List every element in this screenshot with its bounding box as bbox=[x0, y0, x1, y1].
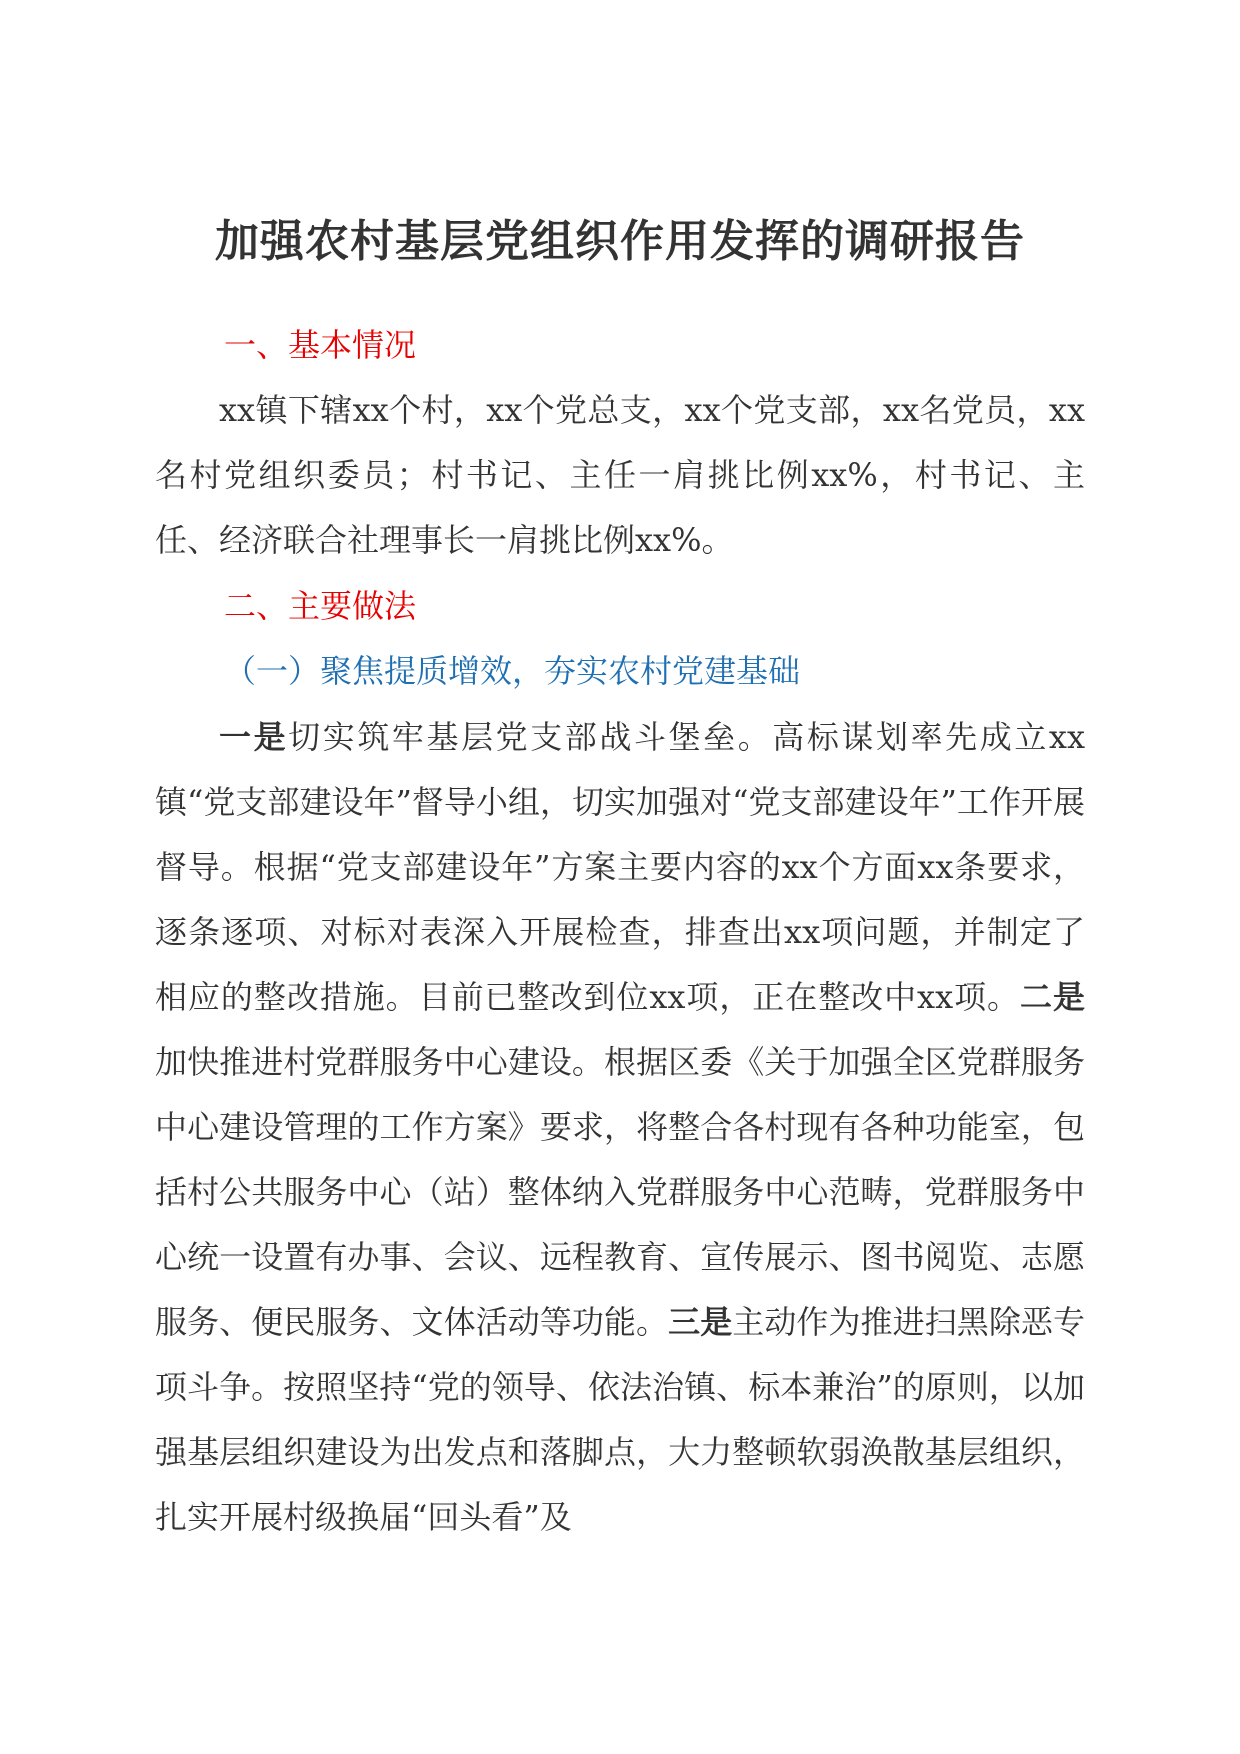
lead-three: 三是 bbox=[668, 1303, 733, 1341]
segment-one-text: 切实筑牢基层党支部战斗堡垒。高标谋划率先成立xx镇“党支部建设年”督导小组，切实加强对“党支部建设年”工作开展督导。根据“党支部建设年”方案主要内容的xx个方面xx条要求，逐条逐项、对标对表深入开展检查，排查出xx项问题，并制定了相应的整改措施。目前已整改到位xx项，正在整改中xx项。 bbox=[155, 718, 1085, 1016]
section-heading-basic-situation: 一、基本情况 bbox=[224, 326, 417, 364]
section-heading-main-practices: 二、主要做法 bbox=[224, 587, 417, 625]
subsection-heading-1: （一）聚焦提质增效，夯实农村党建基础 bbox=[224, 652, 801, 690]
paragraph-main-practices bbox=[155, 705, 1085, 1550]
segment-two-text: 加快推进村党群服务中心建设。根据区委《关于加强全区党群服务中心建设管理的工作方案》要求，将整合各村现有各种功能室，包括村公共服务中心（站）整体纳入党群服务中心范畴，党群服务中心统一设置有办事、会议、远程教育、宣传展示、图书阅览、志愿服务、便民服务、文体活动等功能。 bbox=[155, 1043, 1085, 1341]
lead-two: 二是 bbox=[1020, 978, 1085, 1016]
lead-one: 一是 bbox=[219, 718, 289, 756]
document-title: 加强农村基层党组织作用发挥的调研报告 bbox=[215, 216, 1025, 267]
paragraph-basic-situation: xx镇下辖xx个村，xx个党总支，xx个党支部，xx名党员，xx名村党组织委员；村书记、主任一肩挑比例xx%，村书记、主任、经济联合社理事长一肩挑比例xx%。 bbox=[155, 391, 1085, 559]
segment-three-text: 主动作为推进扫黑除恶专项斗争。按照坚持“党的领导、依法治镇、标本兼治”的原则，以加强基层组织建设为出发点和落脚点，大力整顿软弱涣散基层组织，扎实开展村级换届“回头看”及 bbox=[155, 1303, 1085, 1536]
